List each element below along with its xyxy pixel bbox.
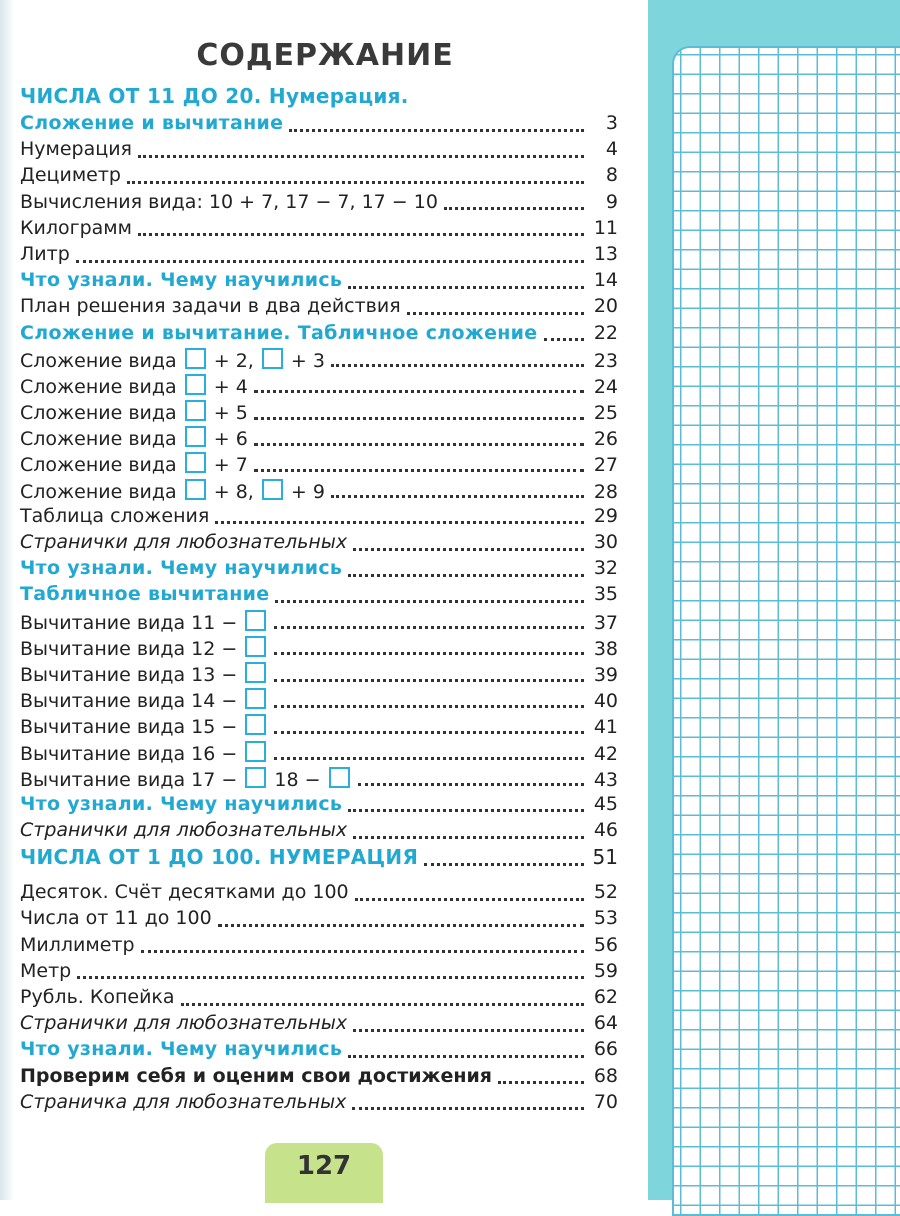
toc-entry-title xyxy=(20,881,349,903)
toc-entry-title xyxy=(20,531,347,553)
toc-entry-title xyxy=(20,1091,346,1113)
toc-entry xyxy=(20,881,618,907)
toc-page-number: 42 xyxy=(593,742,618,765)
toc-entry-title xyxy=(20,348,325,372)
toc-page-number: 38 xyxy=(593,637,618,660)
toc-page-number: 59 xyxy=(593,959,618,982)
toc-entry xyxy=(20,295,618,321)
toc-entry-text: Вычитание вида 16 − xyxy=(20,742,244,765)
toc-page-number: 39 xyxy=(593,663,618,686)
toc-page-number: 9 xyxy=(605,190,618,213)
toc-entry-title xyxy=(20,164,121,186)
toc-entry-title xyxy=(20,793,342,815)
toc-entry-title xyxy=(20,400,248,424)
dot-leader xyxy=(77,976,584,979)
toc-entry-title xyxy=(20,479,325,503)
toc-entry xyxy=(20,986,618,1012)
toc-entry xyxy=(20,322,618,348)
blank-box-icon xyxy=(185,426,206,447)
toc-entry-title xyxy=(20,217,132,239)
blank-box-icon xyxy=(245,688,266,709)
toc-entry-text: Что узнали. Чему научились xyxy=(20,269,343,292)
toc-entry xyxy=(20,688,618,714)
toc-entry-text: + 2, xyxy=(207,349,260,372)
blank-box-icon xyxy=(185,374,206,395)
toc-page-number: 68 xyxy=(593,1064,618,1087)
toc-entry-text: Килограмм xyxy=(20,216,132,239)
dot-leader xyxy=(331,495,584,498)
dot-leader xyxy=(444,207,584,210)
toc-entry-text: + 3 xyxy=(284,349,325,372)
dot-leader xyxy=(353,836,584,839)
toc-entry xyxy=(20,479,618,505)
blank-box-icon xyxy=(185,400,206,421)
toc-page-number: 32 xyxy=(593,557,618,580)
toc-entry xyxy=(20,714,618,740)
toc-entry-title xyxy=(20,767,352,791)
dot-leader xyxy=(331,364,584,367)
toc-entry xyxy=(20,269,618,295)
toc-entry-text: Миллиметр xyxy=(20,933,135,956)
toc-entry xyxy=(20,348,618,374)
toc-entry-title xyxy=(20,741,268,765)
dot-leader xyxy=(138,233,584,236)
toc-entry xyxy=(20,741,618,767)
toc-page-number: 3 xyxy=(605,112,618,134)
blank-box-icon xyxy=(245,610,266,631)
page-edge-shadow xyxy=(0,0,14,1200)
toc-entry-title xyxy=(20,505,209,527)
toc-page-number: 4 xyxy=(605,138,618,161)
toc-entry-title xyxy=(20,610,268,634)
toc-entry-text: + 6 xyxy=(207,428,248,451)
grid-paper xyxy=(672,46,900,1216)
toc-entry-title xyxy=(20,557,342,579)
dot-leader xyxy=(407,312,584,315)
toc-entry-text: Таблица сложения xyxy=(20,504,210,527)
toc-page-number: 35 xyxy=(593,583,618,606)
dot-leader xyxy=(274,705,584,708)
toc-entry-text: + 5 xyxy=(207,402,248,425)
blank-box-icon xyxy=(185,348,206,369)
blank-box-icon xyxy=(185,452,206,473)
page-title: СОДЕРЖАНИЕ xyxy=(196,38,454,73)
toc-entry-title xyxy=(20,583,269,605)
blank-box-icon xyxy=(245,714,266,735)
toc-page-number: 45 xyxy=(593,792,618,815)
toc-entry xyxy=(20,243,618,269)
toc-entry-text: Сложение вида xyxy=(20,375,183,398)
dot-leader xyxy=(254,390,584,393)
dot-leader xyxy=(274,626,584,629)
toc-entry-title xyxy=(20,845,418,869)
toc-entry-text: Сложение и вычитание xyxy=(20,112,284,134)
toc-entry-title xyxy=(20,819,347,841)
toc-entry xyxy=(20,112,618,138)
page-number-tab xyxy=(265,1143,383,1203)
toc-entry-text: Что узнали. Чему научились xyxy=(20,792,343,815)
dot-leader xyxy=(275,600,584,603)
toc-entry xyxy=(20,1012,618,1038)
toc-entry-title xyxy=(20,426,248,450)
toc-entry-title xyxy=(20,452,248,476)
toc-entry-text: Странички для любознательных xyxy=(20,819,348,842)
toc-entry-title xyxy=(20,986,175,1008)
section-heading-label: ЧИСЛА ОТ 11 ДО 20. Нумерация. xyxy=(20,84,409,108)
toc-entry-text: Сложение вида xyxy=(20,402,183,425)
toc-entry xyxy=(20,662,618,688)
toc-page-number: 28 xyxy=(593,480,618,503)
toc-page-number: 62 xyxy=(593,986,618,1008)
toc-entry-text: Табличное вычитание xyxy=(20,583,270,606)
toc-entry xyxy=(20,793,618,819)
toc-entry-title xyxy=(20,662,268,686)
dot-leader xyxy=(348,574,584,577)
page-number: 127 xyxy=(296,1151,352,1181)
dot-leader xyxy=(254,469,584,472)
toc-entry-text: Страничка для любознательных xyxy=(20,1090,347,1113)
toc-entry xyxy=(20,583,618,609)
dot-leader xyxy=(215,521,584,524)
toc-entry-text: Десяток. Счёт десятками до 100 xyxy=(20,881,349,904)
toc-entry-text: Метр xyxy=(20,959,72,982)
toc-entry xyxy=(20,819,618,845)
toc-entry-title xyxy=(20,907,212,929)
toc-entry-text: + 8, xyxy=(207,480,260,503)
toc-entry xyxy=(20,1038,618,1064)
toc-entry-text: Рубль. Копейка xyxy=(20,986,175,1008)
blank-box-icon xyxy=(185,479,206,500)
toc-page-number: 52 xyxy=(593,881,618,904)
toc-entry-text: Вычитание вида 14 − xyxy=(20,690,244,713)
toc-entry-text: Сложение вида xyxy=(20,454,183,477)
toc-entry xyxy=(20,1065,618,1091)
dot-leader xyxy=(355,898,584,901)
dot-leader xyxy=(498,1081,584,1084)
toc-entry-text: Вычитание вида 17 − xyxy=(20,768,244,791)
dot-leader xyxy=(348,286,584,289)
toc-entry-text: Что узнали. Чему научились xyxy=(20,1038,343,1061)
toc-entry-text: Что узнали. Чему научились xyxy=(20,557,343,580)
toc-page-number: 11 xyxy=(593,216,618,239)
toc-page-number: 23 xyxy=(593,349,618,372)
toc-entry-text: Дециметр xyxy=(20,164,121,187)
toc-entry xyxy=(20,531,618,557)
toc-entry-title xyxy=(20,934,135,956)
toc-entry xyxy=(20,505,618,531)
blank-box-icon xyxy=(262,348,283,369)
toc-page-number: 24 xyxy=(593,375,618,398)
dot-leader xyxy=(424,863,584,866)
dot-leader xyxy=(127,181,584,184)
toc-entry xyxy=(20,557,618,583)
toc-entry-text: + 7 xyxy=(207,454,248,477)
blank-box-icon xyxy=(262,479,283,500)
toc-entry-text: Проверим себя и оценим свои достижения xyxy=(20,1064,492,1087)
dot-leader xyxy=(274,679,584,682)
section-heading xyxy=(20,84,618,112)
toc-rows xyxy=(20,112,618,1117)
toc-entry-title xyxy=(20,960,71,982)
toc-page-number: 25 xyxy=(593,402,618,425)
toc-entry-title xyxy=(20,191,438,213)
toc-entry xyxy=(20,767,618,793)
toc-entry-text: План решения задачи в два действия xyxy=(20,295,401,318)
toc-entry-text: Вычитание вида 13 − xyxy=(20,663,244,686)
toc-page-number: 27 xyxy=(593,454,618,477)
toc-entry-title xyxy=(20,269,342,291)
dot-leader xyxy=(181,1003,584,1006)
dot-leader xyxy=(289,129,584,132)
toc-entry-text: Вычисления вида: 10 + 7, 17 − 7, 17 − 10 xyxy=(20,190,438,213)
dot-leader xyxy=(76,260,584,263)
toc-entry xyxy=(20,610,618,636)
dot-leader xyxy=(544,338,585,341)
blank-box-icon xyxy=(245,767,266,788)
dot-leader xyxy=(274,731,584,734)
toc-entry-title xyxy=(20,688,268,712)
toc-entry xyxy=(20,636,618,662)
blank-box-icon xyxy=(245,636,266,657)
toc-entry-text: Вычитание вида 15 − xyxy=(20,716,244,739)
toc-entry-title xyxy=(20,295,401,317)
toc-entry-title xyxy=(20,112,283,134)
toc-page-number: 14 xyxy=(593,269,618,292)
dot-leader xyxy=(358,783,584,786)
toc-entry-text: Сложение вида xyxy=(20,428,183,451)
dot-leader xyxy=(274,652,584,655)
toc-entry xyxy=(20,191,618,217)
toc-page-number: 40 xyxy=(593,690,618,713)
toc-entry-text: Сложение вида xyxy=(20,480,183,503)
dot-leader xyxy=(348,1055,584,1058)
toc-entry-title xyxy=(20,243,70,265)
toc-entry-text: Нумерация xyxy=(20,138,132,161)
dot-leader xyxy=(352,1107,584,1110)
toc-entry-title xyxy=(20,714,268,738)
toc-page-number: 46 xyxy=(593,819,618,842)
toc-entry xyxy=(20,907,618,933)
toc-page-number: 56 xyxy=(593,933,618,956)
toc-entry-text: + 4 xyxy=(207,375,248,398)
toc-entry xyxy=(20,960,618,986)
toc-page-number: 41 xyxy=(593,716,618,739)
toc-entry-text: + 9 xyxy=(284,480,325,503)
toc-page-number: 53 xyxy=(593,907,618,930)
dot-leader xyxy=(353,548,584,551)
toc-page-number: 64 xyxy=(593,1012,618,1035)
toc-entry xyxy=(20,426,618,452)
toc-page-number: 8 xyxy=(605,164,618,187)
toc-entry-text: 18 − xyxy=(268,768,327,791)
toc-entry-text: Числа от 11 до 100 xyxy=(20,907,212,930)
dot-leader xyxy=(348,809,584,812)
toc-page-number: 30 xyxy=(593,531,618,553)
toc-entry-text: Странички для любознательных xyxy=(20,1012,348,1035)
dot-leader xyxy=(138,155,584,158)
toc-page-number: 51 xyxy=(592,845,618,870)
blank-box-icon xyxy=(329,767,350,788)
toc-entry-title xyxy=(20,1038,342,1060)
toc-entry xyxy=(20,164,618,190)
dot-leader xyxy=(254,417,584,420)
toc-page-number: 70 xyxy=(593,1090,618,1113)
toc-entry-text: Сложение вида xyxy=(20,349,183,372)
toc-page-number: 66 xyxy=(593,1038,618,1061)
toc-entry xyxy=(20,374,618,400)
toc-entry-title xyxy=(20,322,538,344)
toc-page-number: 29 xyxy=(593,504,618,527)
toc-page-number: 37 xyxy=(593,611,618,634)
toc-entry xyxy=(20,217,618,243)
toc-page-number: 26 xyxy=(593,428,618,451)
toc-entry-title xyxy=(20,1065,492,1087)
toc-entry-text: Литр xyxy=(20,242,70,265)
dot-leader xyxy=(274,757,584,760)
toc-entry-text: Странички для любознательных xyxy=(20,531,348,553)
toc-entry xyxy=(20,138,618,164)
toc-entry-text: Вычитание вида 11 − xyxy=(20,611,244,634)
blank-box-icon xyxy=(245,662,266,683)
dot-leader xyxy=(141,950,584,953)
toc-entry-title xyxy=(20,1012,347,1034)
toc-entry-text: Вычитание вида 12 − xyxy=(20,637,244,660)
toc-entry-text: ЧИСЛА ОТ 1 ДО 100. НУМЕРАЦИЯ xyxy=(20,845,419,870)
blank-box-icon xyxy=(245,741,266,762)
toc-entry-title xyxy=(20,138,132,160)
toc-page-number: 13 xyxy=(593,242,618,265)
dot-leader xyxy=(254,443,584,446)
toc-entry xyxy=(20,845,618,873)
toc-entry xyxy=(20,400,618,426)
dot-leader xyxy=(353,1029,584,1032)
toc-entry-title xyxy=(20,374,248,398)
toc-page-number: 20 xyxy=(593,295,618,318)
toc-entry xyxy=(20,452,618,478)
toc-entry xyxy=(20,934,618,960)
toc-page-number: 43 xyxy=(593,768,618,791)
table-of-contents xyxy=(20,84,618,1117)
toc-entry xyxy=(20,1091,618,1117)
dot-leader xyxy=(218,924,584,927)
toc-entry-text: Сложение и вычитание. Табличное сложение xyxy=(20,321,538,344)
toc-page-number: 22 xyxy=(593,321,618,344)
toc-entry-title xyxy=(20,636,268,660)
